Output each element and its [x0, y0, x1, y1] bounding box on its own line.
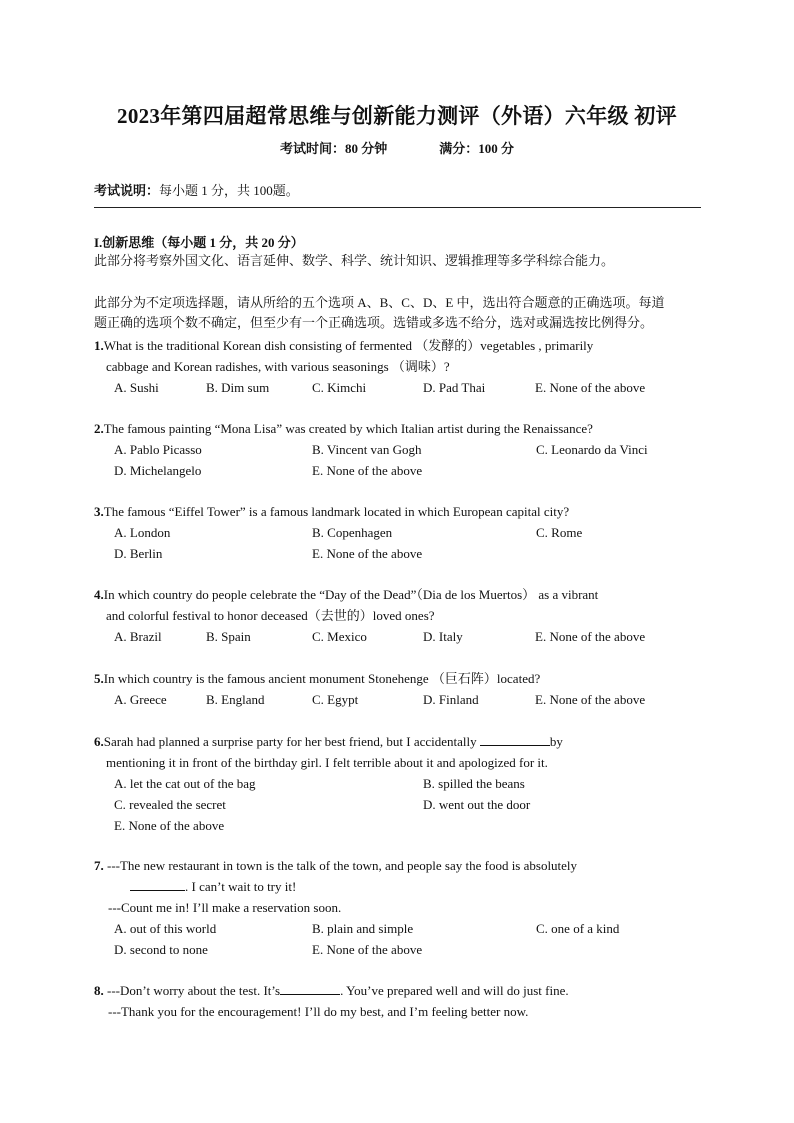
option-b[interactable]: B. Spain: [206, 629, 251, 644]
option-d[interactable]: D. Michelangelo: [114, 463, 202, 478]
question-reply: ---Thank you for the encouragement! I’ll do my best, and I’m feeling better now.: [108, 1004, 529, 1019]
option-e[interactable]: E. None of the above: [535, 692, 646, 707]
question-text: [94, 731, 706, 752]
question-number: 4.: [94, 587, 104, 602]
exam-meta: [0, 138, 794, 157]
answer-blank: [480, 733, 550, 746]
option-a[interactable]: A. Sushi: [114, 380, 159, 395]
options-row: [94, 815, 706, 836]
option-b[interactable]: B. Dim sum: [206, 380, 270, 395]
option-d[interactable]: D. Finland: [423, 692, 479, 707]
option-c[interactable]: C. Mexico: [312, 629, 367, 644]
option-a[interactable]: A. let the cat out of the bag: [114, 776, 256, 791]
option-d[interactable]: D. Pad Thai: [423, 380, 486, 395]
question-text: 1.What is the traditional Korean dish consisting of fermented （发酵的）vegetables , primarily: [94, 338, 594, 353]
option-e[interactable]: E. None of the above: [535, 380, 646, 395]
question-4: [94, 584, 706, 647]
option-d[interactable]: D. went out the door: [423, 797, 531, 812]
question-text-cont: and colorful festival to honor deceased（去世的）loved ones?: [106, 608, 435, 623]
options-row: [94, 939, 706, 960]
section-heading: I.创新思维（每小题 1 分，共 20 分）: [94, 235, 304, 250]
question-3: [94, 501, 706, 564]
section-rules-line1: 此部分为不定项选择题，请从所给的五个选项 A、B、C、D、E 中，选出符合题意的正确选项。每道: [94, 295, 665, 310]
option-e[interactable]: E. None of the above: [535, 629, 646, 644]
exam-time: 考试时间：80 分钟: [279, 141, 388, 156]
options-row: [94, 773, 706, 794]
option-b[interactable]: B. Copenhagen: [312, 525, 393, 540]
question-text: 5.In which country is the famous ancient monument Stonehenge （巨石阵）located?: [94, 671, 541, 686]
option-e[interactable]: E. None of the above: [312, 463, 423, 478]
question-number: 5.: [94, 671, 104, 686]
exam-score: 满分：100 分: [439, 141, 515, 156]
question-text-cont: mentioning it in front of the birthday girl. I felt terrible about it and apologized for it.: [106, 755, 548, 770]
option-d[interactable]: D. second to none: [114, 942, 208, 957]
option-a[interactable]: A. Greece: [114, 692, 167, 707]
question-text-end: . You’ve prepared well and will do just fine.: [340, 983, 569, 998]
question-5: [94, 668, 706, 710]
option-a[interactable]: A. Brazil: [114, 629, 162, 644]
section-intro: 此部分将考察外国文化、语言延伸、数学、科学、统计知识、逻辑推理等多学科综合能力。: [94, 253, 615, 268]
option-b[interactable]: B. plain and simple: [312, 921, 414, 936]
options-row: [94, 918, 706, 939]
exam-instructions: [94, 180, 299, 199]
option-d[interactable]: D. Berlin: [114, 546, 163, 561]
question-text: 7. ---The new restaurant in town is the talk of the town, and people say the food is absolutely: [94, 858, 578, 873]
section-rules-line2: 题正确的选项个数不确定，但至少有一个正确选项。选错或多选不给分，选对或漏选按比例得分。: [94, 315, 654, 330]
options-row: [94, 522, 706, 543]
question-text: 3.The famous “Eiffel Tower” is a famous landmark located in which European capital city?: [94, 504, 570, 519]
question-8: [94, 980, 706, 1022]
question-text: [94, 980, 706, 1001]
option-c[interactable]: C. one of a kind: [536, 921, 620, 936]
option-c[interactable]: C. Egypt: [312, 692, 359, 707]
option-c[interactable]: C. revealed the secret: [114, 797, 226, 812]
page-title: 2023年第四届超常思维与创新能力测评（外语）六年级 初评: [117, 104, 677, 128]
question-text-cont: [94, 876, 706, 897]
option-a[interactable]: A. Pablo Picasso: [114, 442, 202, 457]
option-b[interactable]: B. England: [206, 692, 265, 707]
divider: [94, 207, 701, 208]
question-2: [94, 418, 706, 481]
question-text-start: 8. ---Don’t worry about the test. It’s: [94, 983, 281, 998]
option-e[interactable]: E. None of the above: [312, 942, 423, 957]
option-a[interactable]: A. out of this world: [114, 921, 217, 936]
question-text-end: by: [549, 734, 563, 749]
instructions-label: 考试说明：: [94, 183, 160, 198]
options-row: [94, 377, 706, 398]
question-7: [94, 855, 706, 960]
option-e[interactable]: E. None of the above: [312, 546, 423, 561]
option-c[interactable]: C. Rome: [536, 525, 583, 540]
option-b[interactable]: B. spilled the beans: [423, 776, 525, 791]
option-c[interactable]: C. Leonardo da Vinci: [536, 442, 648, 457]
options-row: [94, 689, 706, 710]
question-text: 2.The famous painting “Mona Lisa” was created by which Italian artist during the Renaissance?: [94, 421, 593, 436]
option-b[interactable]: B. Vincent van Gogh: [312, 442, 422, 457]
question-number: 3.: [94, 504, 104, 519]
instructions-text: 每小题 1 分，共 100题。: [159, 183, 299, 198]
answer-blank: [280, 982, 340, 995]
question-number: 8.: [94, 983, 104, 998]
question-text-end: . I can’t wait to try it!: [185, 879, 297, 894]
options-row: [94, 794, 706, 815]
options-row: [94, 460, 706, 481]
option-c[interactable]: C. Kimchi: [312, 380, 367, 395]
option-e[interactable]: E. None of the above: [114, 818, 225, 833]
question-reply: ---Count me in! I’ll make a reservation soon.: [108, 900, 342, 915]
question-text: 4.In which country do people celebrate the “Day of the Dead”（Dia de los Muertos） as a vibrant: [94, 587, 599, 602]
option-d[interactable]: D. Italy: [423, 629, 463, 644]
question-number: 1.: [94, 338, 104, 353]
option-a[interactable]: A. London: [114, 525, 171, 540]
question-1: [94, 335, 706, 398]
answer-blank: [130, 878, 185, 891]
question-6: [94, 731, 706, 836]
question-text-start: 6.Sarah had planned a surprise party for her best friend, but I accidentally: [94, 734, 480, 749]
question-number: 6.: [94, 734, 104, 749]
question-text-cont: cabbage and Korean radishes, with various seasonings （调味）?: [106, 359, 450, 374]
options-row: [94, 626, 706, 647]
options-row: [94, 439, 706, 460]
question-number: 2.: [94, 421, 104, 436]
question-number: 7.: [94, 858, 104, 873]
options-row: [94, 543, 706, 564]
